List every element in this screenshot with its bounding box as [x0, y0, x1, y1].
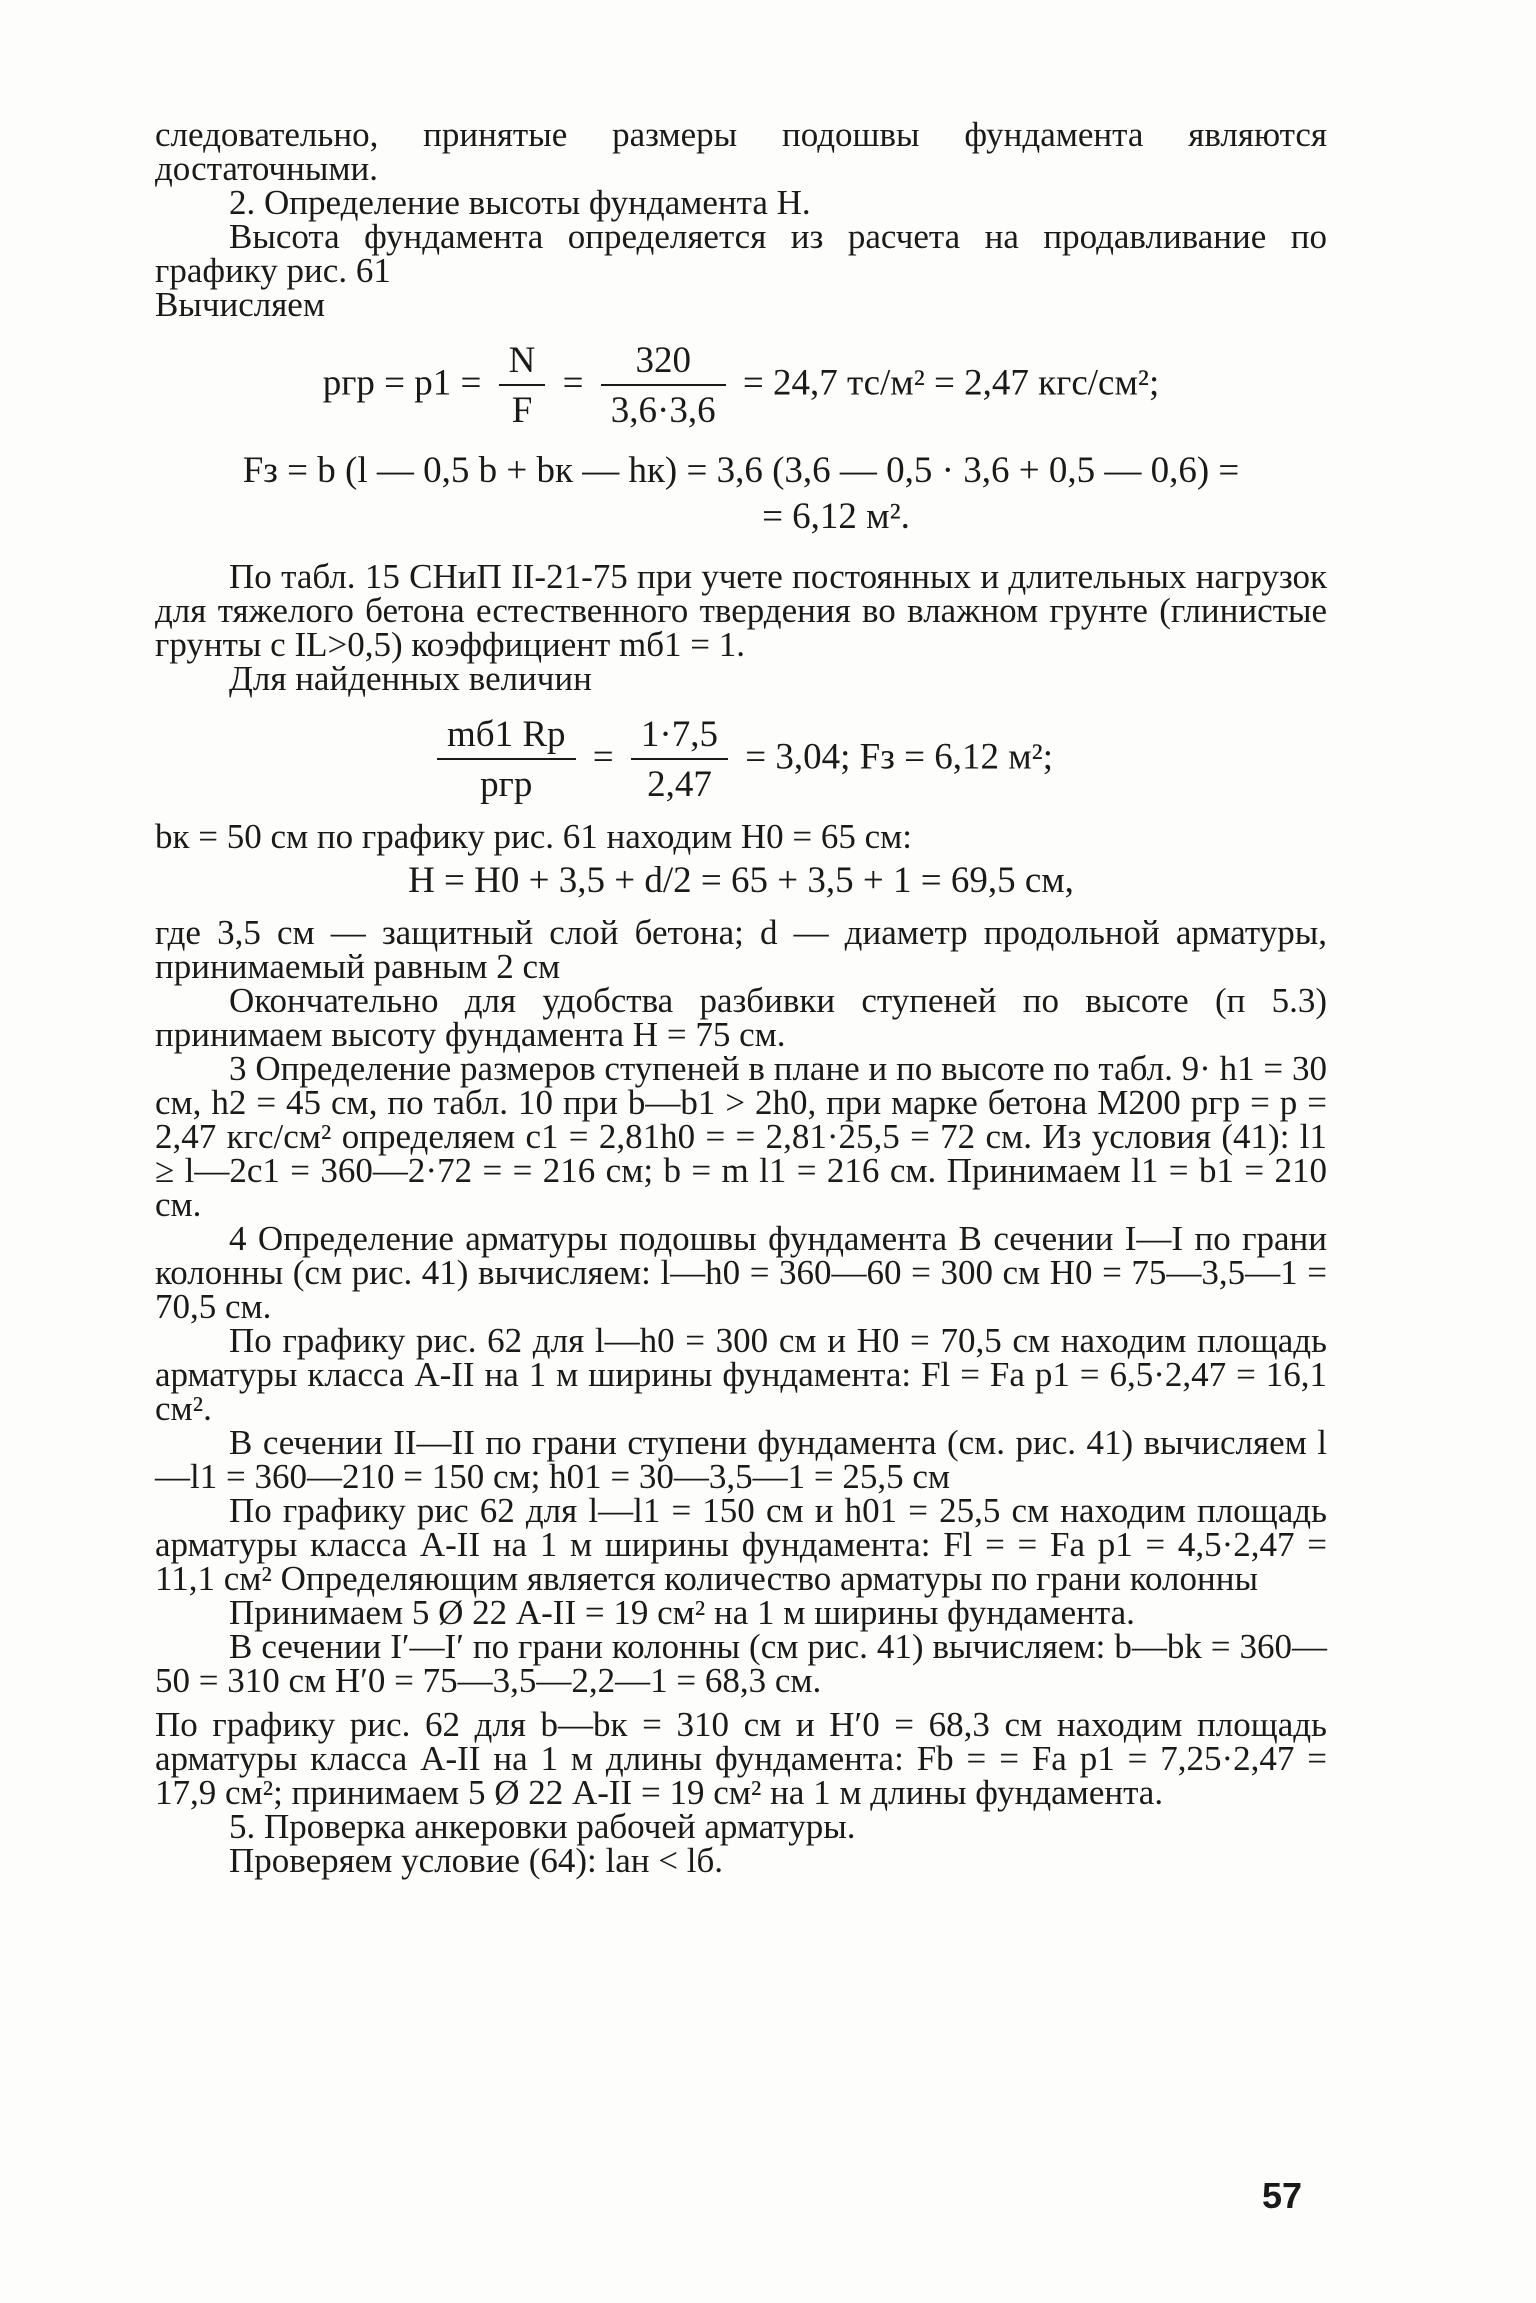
section-5-heading: 5. Проверка анкеровки рабочей арматуры. — [229, 1807, 856, 1846]
equation-area-line2: = 6,12 м². — [762, 496, 910, 537]
paragraph-9: Окончательно для удобства разбивки ступеней по высоте (п 5.3) принимаем высоту фундамента H = 75 см. — [155, 981, 1327, 1054]
paragraph-13: В сечении II—II по грани ступени фундамента (см. рис. 41) вычисляем l—l1 = 360—210 = 150 см; h01 = 30—3,5—1 = 25,5 см — [155, 1423, 1327, 1496]
eq3-fraction-2-num: 1·7,5 — [631, 714, 728, 760]
eq1-fraction-nf-den: F — [511, 390, 533, 431]
page-number: 57 — [1262, 2175, 1303, 2216]
eq1-equals: = — [562, 362, 584, 404]
paragraph-17: По графику рис. 62 для b—bк = 310 см и H′0 = 68,3 см находим площадь арматуры класса А-II на 1 м длины фундамента: Fb = = Fa p1 = 7,25·2,47 = 17,9 см²; принимаем 5 Ø 22 А-II = 19 см² на 1 м длины фундамента. — [155, 1705, 1327, 1812]
equation-area-line1: Fз = b (l — 0,5 b + bк — hк) = 3,6 (3,6 — 0,5 · 3,6 + 0,5 — 0,6) = — [242, 450, 1240, 491]
paragraph-15: Принимаем 5 Ø 22 А-II = 19 см² на 1 м ширины фундамента. — [229, 1593, 1135, 1632]
eq1-right: = 24,7 тс/м² = 2,47 кгс/см²; — [742, 362, 1160, 404]
paragraph-19: Проверяем условие (64): lан < lб. — [229, 1841, 723, 1880]
eq3-right: = 3,04; Fз = 6,12 м²; — [745, 736, 1053, 778]
eq1-fraction-value — [601, 340, 726, 432]
equation-pressure — [155, 340, 1327, 432]
paragraph-16: В сечении I′—I′ по грани колонны (см рис. 41) вычисляем: b—bk = 360—50 = 310 см H′0 = 75—3,5—2,2—1 = 68,3 см. — [155, 1627, 1327, 1700]
paragraph-1: следовательно, принятые размеры подошвы фундамента являются достаточными. — [155, 115, 1327, 188]
paragraph-5: По табл. 15 СНиП II-21-75 при учете постоянных и длительных нагрузок для тяжелого бетона естественного твердения во влажном грунте (глинистые грунты с IL>0,5) коэффициент mб1 = 1. — [155, 557, 1327, 664]
paragraph-4: Вычисляем — [155, 285, 325, 324]
equation-height: H = H0 + 3,5 + d/2 = 65 + 3,5 + 1 = 69,5 см, — [408, 860, 1074, 901]
section-4-paragraph: 4 Определение арматуры подошвы фундамента В сечении I—I по грани колонны (см рис. 41) вычисляем: l—h0 = 360—60 = 300 см H0 = 75—3,5—1 = 70,5 см. — [155, 1219, 1327, 1326]
equation-ratio — [155, 714, 1327, 806]
eq3-fraction-1-den: pгр — [480, 764, 533, 805]
eq1-fraction-nf — [499, 340, 546, 432]
paragraph-6: Для найденных величин — [229, 659, 592, 698]
paragraph-14: По графику рис 62 для l—l1 = 150 см и h01 = 25,5 см находим площадь арматуры класса А-II на 1 м ширины фундамента: Fl = = Fa p1 = 4,5·2,47 = 11,1 см² Определяющим является количество арматуры по грани колонны — [155, 1491, 1327, 1598]
eq3-equals: = — [592, 736, 614, 778]
eq1-fraction-nf-num: N — [499, 340, 546, 386]
paragraph-12: По графику рис. 62 для l—h0 = 300 см и H0 = 70,5 см находим площадь арматуры класса А-II на 1 м ширины фундамента: Fl = Fa p1 = 6,5·2,47 = 16,1 см². — [155, 1321, 1327, 1428]
eq3-fraction-2-den: 2,47 — [647, 764, 712, 805]
eq3-fraction-1 — [437, 714, 576, 806]
eq3-fraction-1-num: mб1 Rр — [437, 714, 576, 760]
paragraph-3: Высота фундамента определяется из расчета на продавливание по графику рис. 61 — [155, 217, 1327, 290]
eq3-fraction-2 — [631, 714, 728, 806]
page-body — [155, 115, 1327, 1880]
section-2-heading: 2. Определение высоты фундамента H. — [229, 183, 811, 222]
paragraph-7: bк = 50 см по графику рис. 61 находим H0 = 65 см: — [155, 817, 913, 856]
section-3-paragraph: 3 Определение размеров ступеней в плане и по высоте по табл. 9· h1 = 30 см, h2 = 45 см, по табл. 10 при b—b1 > 2h0, при марке бетона М200 pгр = p = 2,47 кгс/см² определяем c1 = 2,81h0 = = 2,81·25,5 = 72 см. Из условия (41): l1 ≥ l—2c1 = 360—2·72 = = 216 см; b = m l1 = 216 см. Принимаем l1 = b1 = 210 см. — [155, 1049, 1327, 1224]
paragraph-8: где 3,5 см — защитный слой бетона; d — диаметр продольной арматуры, принимаемый равным 2 см — [155, 913, 1327, 986]
eq1-left: pгр = p1 = — [322, 362, 482, 404]
eq1-fraction-value-den: 3,6·3,6 — [610, 390, 716, 431]
eq1-fraction-value-num: 320 — [601, 340, 726, 386]
